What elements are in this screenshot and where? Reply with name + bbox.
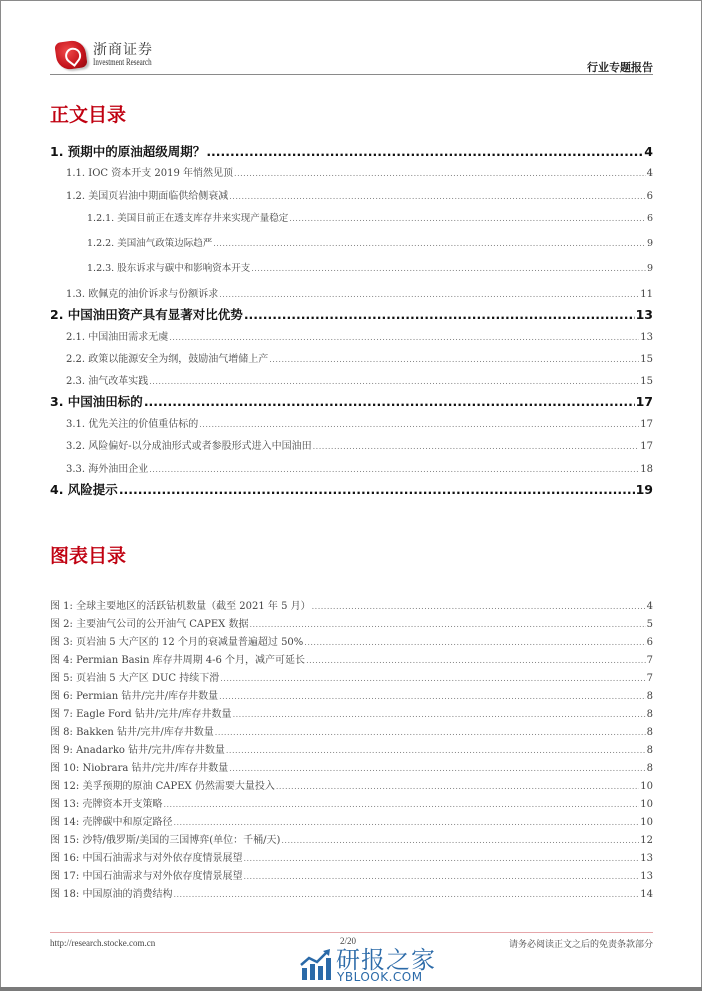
bottom-border xyxy=(0,987,702,991)
toc-entry-page: 13 xyxy=(640,332,653,343)
toc-entry-page: 15 xyxy=(640,376,653,387)
figure-entry-page: 8 xyxy=(646,745,653,756)
figure-entry[interactable] xyxy=(50,813,653,828)
leader-dots xyxy=(220,674,645,683)
report-type: 行业专题报告 xyxy=(587,61,653,74)
figure-entry-page: 10 xyxy=(640,799,653,810)
figure-entry-label: 图 2: 主要油气公司的公开油气 CAPEX 数据 xyxy=(50,619,249,630)
header-divider xyxy=(50,74,653,75)
leader-dots xyxy=(173,890,639,899)
toc-entry[interactable] xyxy=(66,187,653,202)
page-header xyxy=(50,38,653,74)
figure-entry[interactable] xyxy=(50,759,653,774)
leader-dots xyxy=(169,333,639,342)
leader-dots xyxy=(312,602,646,611)
figure-entry-page: 6 xyxy=(646,637,653,648)
toc-entry-label: 2.1. 中国油田需求无虞 xyxy=(66,332,169,343)
toc-entry[interactable] xyxy=(87,260,653,274)
toc-entry[interactable] xyxy=(66,350,653,365)
figure-entry-page: 8 xyxy=(646,709,653,720)
leader-dots xyxy=(173,818,639,827)
bar-chart-trend-icon xyxy=(300,948,332,980)
figure-entry-page: 13 xyxy=(640,871,653,882)
figure-entry-page: 13 xyxy=(640,853,653,864)
figure-entry-label: 图 10: Niobrara 钻井/完井/库存井数量 xyxy=(50,763,229,774)
figure-entry-page: 8 xyxy=(646,691,653,702)
figure-entry-page: 8 xyxy=(646,763,653,774)
figure-entry-label: 图 4: Permian Basin 库存井周期 4-6 个月，减产可延长 xyxy=(50,655,306,666)
figure-entry-label: 图 12: 美孚预期的原油 CAPEX 仍然需要大量投入 xyxy=(50,781,275,792)
logo-en-text: Investment Research xyxy=(93,57,152,67)
toc-entry-page: 11 xyxy=(640,289,653,300)
figures-title: 图表目录 xyxy=(50,545,127,567)
toc-entry-page: 6 xyxy=(646,213,653,224)
figure-entry[interactable] xyxy=(50,741,653,756)
toc-entry-page: 17 xyxy=(635,394,653,409)
company-logo xyxy=(56,38,186,70)
toc-entry[interactable] xyxy=(50,305,653,323)
figure-entry[interactable] xyxy=(50,885,653,900)
leader-dots xyxy=(199,420,639,429)
leader-dots xyxy=(229,764,645,773)
figure-entry-page: 7 xyxy=(646,673,653,684)
figure-entry-page: 7 xyxy=(646,655,653,666)
footer-url-link[interactable]: http://research.stocke.com.cn xyxy=(50,938,156,948)
leader-dots xyxy=(244,307,635,322)
leader-dots xyxy=(251,264,646,273)
leader-dots xyxy=(213,239,646,248)
figure-entry-label: 图 18: 中国原油的消费结构 xyxy=(50,889,173,900)
figure-entry[interactable] xyxy=(50,687,653,702)
figure-entry[interactable] xyxy=(50,723,653,738)
figure-entry-label: 图 3: 页岩油 5 大产区的 12 个月的衰减量普遍超过 50% xyxy=(50,637,304,648)
toc-entry[interactable] xyxy=(87,210,653,224)
leader-dots xyxy=(313,442,640,451)
page-number: 2/20 xyxy=(340,936,357,946)
figure-entry[interactable] xyxy=(50,867,653,882)
leader-dots xyxy=(149,465,639,474)
figure-entry-label: 图 13: 壳牌资本开支策略 xyxy=(50,799,163,810)
leader-dots xyxy=(149,377,639,386)
watermark xyxy=(300,942,460,986)
toc-title: 正文目录 xyxy=(50,104,127,126)
figure-entry-page: 12 xyxy=(640,835,653,846)
leader-dots xyxy=(219,692,646,701)
toc-entry-label: 3.1. 优先关注的价值重估标的 xyxy=(66,419,199,430)
toc-entry-label: 4. 风险提示 xyxy=(50,482,118,497)
logo-emblem-icon xyxy=(54,39,88,71)
leader-dots xyxy=(233,710,646,719)
leader-dots xyxy=(243,872,639,881)
leader-dots xyxy=(229,192,645,201)
figure-entry[interactable] xyxy=(50,795,653,810)
leader-dots xyxy=(269,355,639,364)
leader-dots xyxy=(243,854,639,863)
toc-entry-page: 4 xyxy=(646,168,653,179)
figure-entry-label: 图 14: 壳牌碳中和原定路径 xyxy=(50,817,173,828)
toc-entry-page: 15 xyxy=(640,354,653,365)
figure-entry-label: 图 9: Anadarko 钻井/完井/库存井数量 xyxy=(50,745,225,756)
toc-entry-page: 19 xyxy=(635,482,653,497)
leader-dots xyxy=(276,782,639,791)
toc-entry[interactable] xyxy=(66,164,653,179)
figure-entry[interactable] xyxy=(50,705,653,720)
figure-entry[interactable] xyxy=(50,597,653,612)
figure-entry-page: 10 xyxy=(640,817,653,828)
toc-entry-label: 1.2.1. 美国目前正在透支库存井来实现产量稳定 xyxy=(87,213,289,224)
figure-entry[interactable] xyxy=(50,849,653,864)
leader-dots xyxy=(234,169,646,178)
toc-entry-label: 1.2. 美国页岩油中期面临供给侧衰减 xyxy=(66,191,229,202)
toc-entry-page: 13 xyxy=(635,307,653,322)
toc-entry-label: 3. 中国油田标的 xyxy=(50,394,143,409)
figure-entry[interactable] xyxy=(50,651,653,666)
toc-entry[interactable] xyxy=(50,142,653,160)
toc-entry-label: 1.1. IOC 资本开支 2019 年悄然见顶 xyxy=(66,168,234,179)
figure-entry[interactable] xyxy=(50,633,653,648)
watermark-en: YBLOOK.COM xyxy=(337,970,423,984)
leader-dots xyxy=(119,482,635,497)
leader-dots xyxy=(281,836,639,845)
toc-entry[interactable] xyxy=(66,460,653,475)
toc-entry-label: 2. 中国油田资产具有显著对比优势 xyxy=(50,307,243,322)
leader-dots xyxy=(219,290,639,299)
figure-entry-label: 图 7: Eagle Ford 钻井/完井/库存井数量 xyxy=(50,709,232,720)
figure-entry-label: 图 8: Bakken 钻井/完井/库存井数量 xyxy=(50,727,214,738)
figure-entry-label: 图 17: 中国石油需求与对外依存度情景展望 xyxy=(50,871,243,882)
toc-entry-page: 17 xyxy=(640,419,653,430)
figure-entry-label: 图 15: 沙特/俄罗斯/美国的三国博弈(单位：千桶/天) xyxy=(50,835,281,846)
leader-dots xyxy=(289,214,646,223)
figure-entry-page: 8 xyxy=(646,727,653,738)
toc-entry[interactable] xyxy=(50,480,653,498)
logo-cn-text: 浙商证券 xyxy=(93,42,153,58)
footer-disclaimer: 请务必阅读正文之后的免责条款部分 xyxy=(508,940,653,950)
figure-entry[interactable] xyxy=(50,777,653,792)
footer-divider xyxy=(50,932,653,933)
figure-entry-page: 10 xyxy=(640,781,653,792)
toc-entry[interactable] xyxy=(50,392,653,410)
toc-entry-label: 1.2.2. 美国油气政策边际趋严 xyxy=(87,238,213,249)
toc-entry-label: 1.3. 欧佩克的油价诉求与份额诉求 xyxy=(66,289,219,300)
figure-entry[interactable] xyxy=(50,669,653,684)
toc-entry[interactable] xyxy=(66,415,653,430)
toc-entry-label: 3.3. 海外油田企业 xyxy=(66,464,149,475)
leader-dots xyxy=(226,746,646,755)
toc-entry[interactable] xyxy=(66,437,653,452)
toc-entry[interactable] xyxy=(66,285,653,300)
toc-entry[interactable] xyxy=(87,235,653,249)
toc-entry-page: 17 xyxy=(640,441,653,452)
toc-entry-page: 4 xyxy=(644,144,653,159)
toc-entry-label: 1.2.3. 股东诉求与碳中和影响资本开支 xyxy=(87,263,251,274)
leader-dots xyxy=(306,656,646,665)
toc-entry-page: 6 xyxy=(646,191,653,202)
toc-entry[interactable] xyxy=(66,328,653,343)
leader-dots xyxy=(215,728,646,737)
figure-entry-label: 图 1: 全球主要地区的活跃钻机数量（截至 2021 年 5 月） xyxy=(50,601,311,612)
figure-entry-page: 4 xyxy=(646,601,653,612)
figure-entry-page: 5 xyxy=(646,619,653,630)
watermark-cn: 研报之家 xyxy=(336,946,436,974)
leader-dots xyxy=(163,800,639,809)
leader-dots xyxy=(304,638,645,647)
leader-dots xyxy=(144,394,635,409)
toc-entry-label: 3.2. 风险偏好-以分成油形式或者参股形式进入中国油田 xyxy=(66,441,312,452)
toc-entry-page: 9 xyxy=(646,238,653,249)
toc-entry[interactable] xyxy=(66,372,653,387)
toc-entry-label: 2.3. 油气改革实践 xyxy=(66,376,149,387)
leader-dots xyxy=(249,620,645,629)
figure-entry-label: 图 6: Permian 钻井/完井/库存井数量 xyxy=(50,691,219,702)
toc-entry-label: 2.2. 政策以能源安全为纲，鼓励油气增储上产 xyxy=(66,354,269,365)
toc-entry-label: 1. 预期中的原油超级周期？ xyxy=(50,144,206,159)
figure-entry[interactable] xyxy=(50,615,653,630)
leader-dots xyxy=(206,144,643,159)
figure-entry-label: 图 5: 页岩油 5 大产区 DUC 持续下滑 xyxy=(50,673,220,684)
toc-entry-page: 9 xyxy=(646,263,653,274)
figure-entry-label: 图 16: 中国石油需求与对外依存度情景展望 xyxy=(50,853,243,864)
figure-entry-page: 14 xyxy=(640,889,653,900)
figure-entry[interactable] xyxy=(50,831,653,846)
toc-entry-page: 18 xyxy=(640,464,653,475)
